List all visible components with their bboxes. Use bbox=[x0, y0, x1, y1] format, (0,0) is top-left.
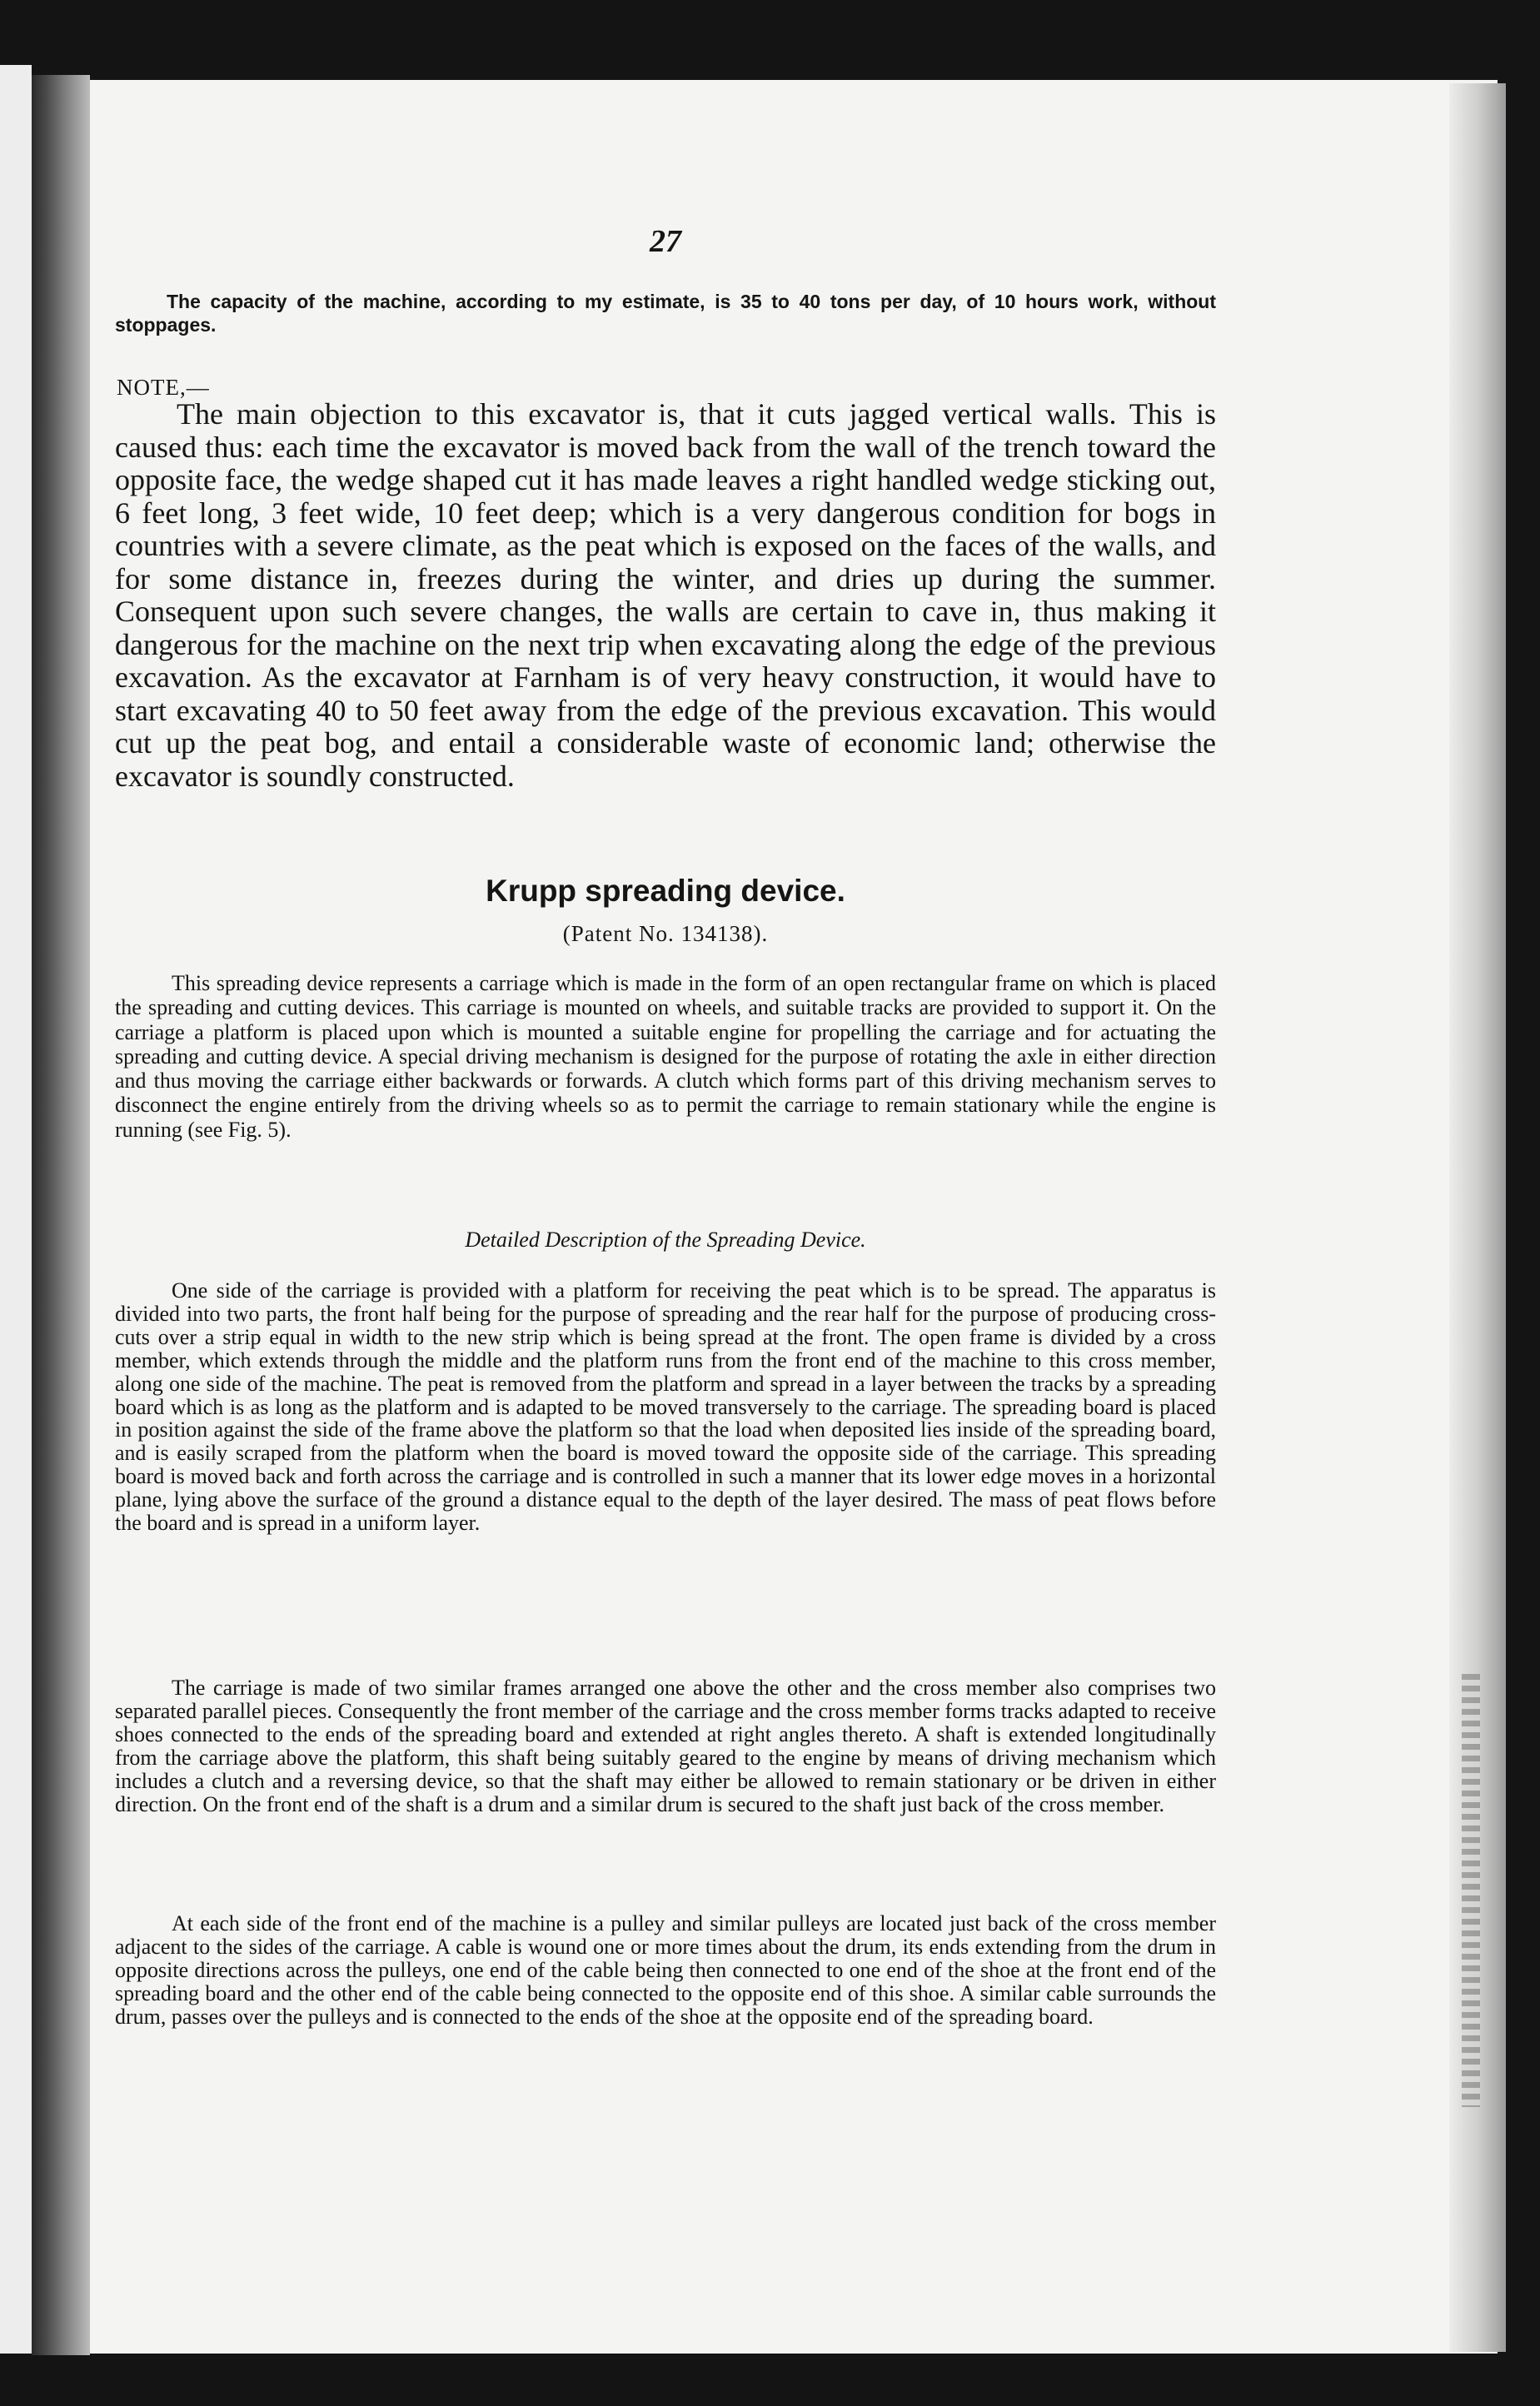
note-paragraph: The main objection to this excavator is, that it cuts jagged vertical walls. This is caused thus: each time the excavator is moved back from the wall of the trench toward the opposite face, the wedge shaped cut it has made leaves a right handled wedge sticking out, 6 feet long, 3 feet wide, 10 feet deep; which is a very dangerous condition for bogs in countries with a severe climate, as the peat which is exposed on the faces of the walls, and for some distance in, freezes during the winter, and dries up during the summer. Consequent upon such severe changes, the walls are certain to cave in, thus making it dangerous for the machine on the next trip when excavating along the edge of the previous excavation. As the excavator at Farnham is of very heavy construction, it would have to start excavating 40 to 50 feet away from the edge of the previous excavation. This would cut up the peat bog, and entail a considerable waste of economic land; otherwise the excavator is soundly constructed. bbox=[115, 397, 1216, 793]
body-paragraph: The carriage is made of two similar frames arranged one above the other and the cross member also comprises two separated parallel pieces. Consequently the front member of the carriage and the cross member forms tracks adapted to receive shoes connected to the ends of the spreading board and extended at right angles thereto. A shaft is extended longitudinally from the carriage above the platform, this shaft being suitably geared to the engine by means of driving mechanism which includes a clutch and a reversing device, so that the shaft may either be allowed to remain stationary or be driven in either direction. On the front end of the shaft is a drum and a similar drum is secured to the shaft just back of the cross member. bbox=[115, 1676, 1216, 1816]
subheading: Detailed Description of the Spreading Device. bbox=[465, 1228, 866, 1252]
section-title: Krupp spreading device. bbox=[486, 874, 845, 908]
patent-number: (Patent No. 134138). bbox=[562, 921, 769, 946]
page-number: 27 bbox=[650, 224, 681, 259]
edge-show-through bbox=[1462, 1674, 1480, 2107]
intro-paragraph: This spreading device represents a carriage which is made in the form of an open rectangular frame on which is placed the spreading and cutting devices. This carriage is mounted on wheels, and suitable tracks are provided to support it. On the carriage a platform is placed upon which is mounted a suitable engine for propelling the carriage and for actuating the spreading and cutting device. A special driving mechanism is designed for the purpose of rotating the axle in either direction and thus moving the carriage either backwards or forwards. A clutch which forms part of this driving mechanism serves to disconnect the engine entirely from the driving wheels so as to permit the carriage to remain stationary while the engine is running (see Fig. 5). bbox=[115, 971, 1216, 1142]
book-binding bbox=[32, 75, 90, 2355]
body-paragraph: One side of the carriage is provided with a platform for receiving the peat which is to be spread. The apparatus is divided into two parts, the front half being for the purpose of spreading and the rear half for the purpose of producing cross-cuts over a strip equal in width to the new strip which is being spread at the front. The open frame is divided by a cross member, which extends through the middle and the platform runs from the front end of the machine to this cross member, along one side of the machine. The peat is removed from the platform and spread in a layer between the tracks by a spreading board which is as long as the platform and is adapted to be moved transversely to the carriage. The spreading board is placed in position against the side of the frame above the platform so that the load when deposited lies inside of the spreading board, and is easily scraped from the platform when the board is moved toward the opposite side of the carriage. This spreading board is moved back and forth across the carriage and is controlled in such a manner that its lower edge moves in a horizontal plane, lying above the surface of the ground a distance equal to the depth of the layer desired. The mass of peat flows before the board and is spread in a uniform layer. bbox=[115, 1278, 1216, 1536]
capacity-paragraph: The capacity of the machine, according to my estimate, is 35 to 40 tons per day, of 10 hours work, without stoppages. bbox=[115, 291, 1216, 336]
note-heading: NOTE,— bbox=[117, 375, 210, 400]
adjacent-page-edge bbox=[0, 65, 32, 2354]
body-paragraph: At each side of the front end of the machine is a pulley and similar pulleys are located just back of the cross member adjacent to the sides of the carriage. A cable is wound one or more times about the drum, its ends extending from the drum in opposite directions across the pulleys, one end of the cable being then connected to one end of the shoe at the front end of the spreading board and the other end of the cable being connected to the opposite end of this shoe. A similar cable surrounds the drum, passes over the pulleys and is connected to the ends of the shoe at the opposite end of the spreading board. bbox=[115, 1911, 1216, 2029]
